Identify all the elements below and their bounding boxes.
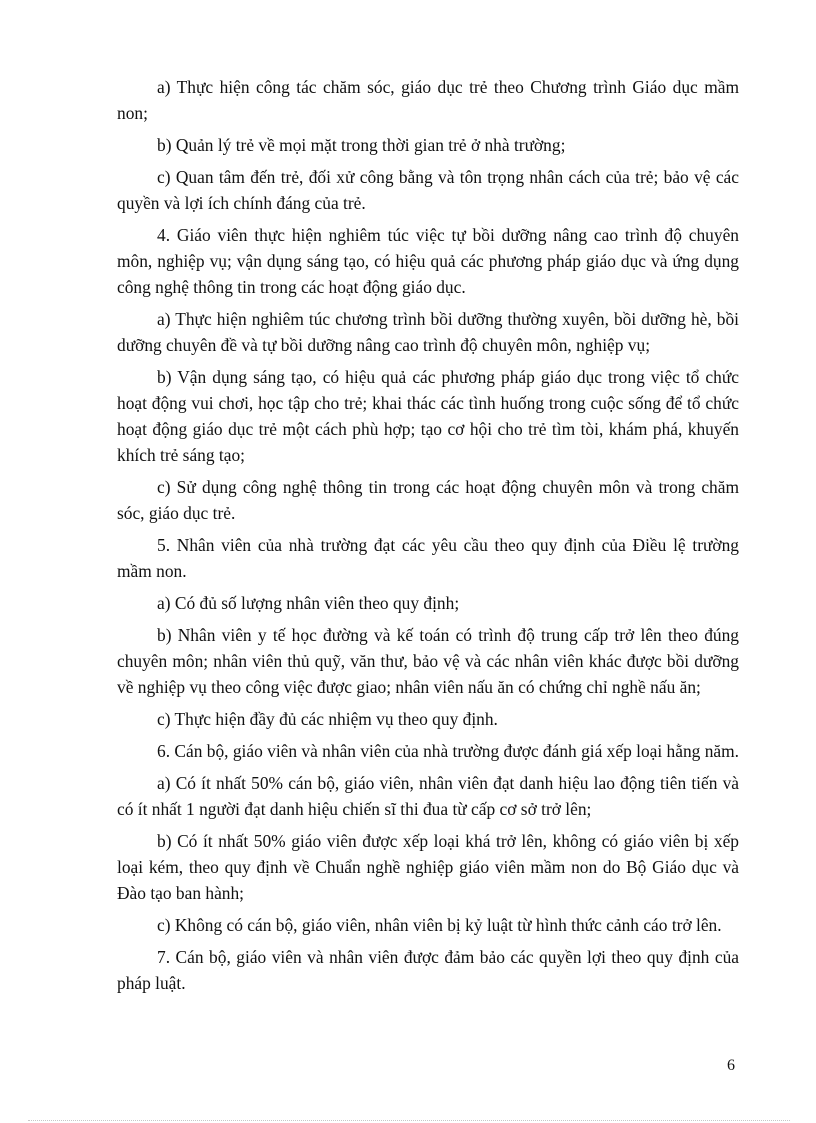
paragraph: a) Có đủ số lượng nhân viên theo quy định;: [157, 593, 460, 613]
paragraph: b) Quản lý trẻ về mọi mặt trong thời gian trẻ ở nhà trường;: [157, 135, 566, 155]
paragraph: b) Nhân viên y tế học đường và kế toán có trình độ trung cấp trở lên theo đúng chuyên môn; nhân viên thủ quỹ, văn thư, bảo vệ và các nhân viên khác được bồi dưỡng về nghiệp vụ theo công việc được giao; nhân viên nấu ăn có chứng chỉ nghề nấu ăn;: [117, 625, 739, 697]
paragraph: c) Quan tâm đến trẻ, đối xử công bằng và tôn trọng nhân cách của trẻ; bảo vệ các quyền và lợi ích chính đáng của trẻ.: [117, 167, 739, 213]
paragraph: a) Thực hiện nghiêm túc chương trình bồi dưỡng thường xuyên, bồi dưỡng hè, bồi dưỡng chuyên đề và tự bồi dưỡng nâng cao trình độ chuyên môn, nghiệp vụ;: [117, 309, 739, 355]
page-bottom-divider: [28, 1120, 790, 1121]
paragraph: c) Sử dụng công nghệ thông tin trong các hoạt động chuyên môn và trong chăm sóc, giáo dục trẻ.: [117, 477, 739, 523]
paragraph: 7. Cán bộ, giáo viên và nhân viên được đảm bảo các quyền lợi theo quy định của pháp luật.: [117, 947, 739, 993]
paragraph: 5. Nhân viên của nhà trường đạt các yêu cầu theo quy định của Điều lệ trường mầm non.: [117, 535, 739, 581]
paragraph: a) Thực hiện công tác chăm sóc, giáo dục trẻ theo Chương trình Giáo dục mầm non;: [117, 77, 739, 123]
paragraph: 6. Cán bộ, giáo viên và nhân viên của nhà trường được đánh giá xếp loại hằng năm.: [157, 741, 739, 761]
page-number: 6: [727, 1057, 735, 1074]
paragraph: c) Thực hiện đầy đủ các nhiệm vụ theo quy định.: [157, 709, 498, 729]
document-body: [117, 74, 739, 1002]
paragraph: a) Có ít nhất 50% cán bộ, giáo viên, nhân viên đạt danh hiệu lao động tiên tiến và có ít nhất 1 người đạt danh hiệu chiến sĩ thi đua từ cấp cơ sở trở lên;: [117, 773, 739, 819]
paragraph: 4. Giáo viên thực hiện nghiêm túc việc tự bồi dưỡng nâng cao trình độ chuyên môn, nghiệp vụ; vận dụng sáng tạo, có hiệu quả các phương pháp giáo dục và ứng dụng công nghệ thông tin trong các hoạt động giáo dục.: [117, 225, 739, 297]
paragraph: b) Vận dụng sáng tạo, có hiệu quả các phương pháp giáo dục trong việc tổ chức hoạt động vui chơi, học tập cho trẻ; khai thác các tình huống trong cuộc sống để tổ chức hoạt động giáo dục trẻ một cách phù hợp; tạo cơ hội cho trẻ tìm tòi, khám phá, khuyến khích trẻ sáng tạo;: [117, 367, 739, 465]
paragraph: b) Có ít nhất 50% giáo viên được xếp loại khá trở lên, không có giáo viên bị xếp loại kém, theo quy định về Chuẩn nghề nghiệp giáo viên mầm non do Bộ Giáo dục và Đào tạo ban hành;: [117, 831, 739, 903]
paragraph: c) Không có cán bộ, giáo viên, nhân viên bị kỷ luật từ hình thức cảnh cáo trở lên.: [157, 915, 722, 935]
